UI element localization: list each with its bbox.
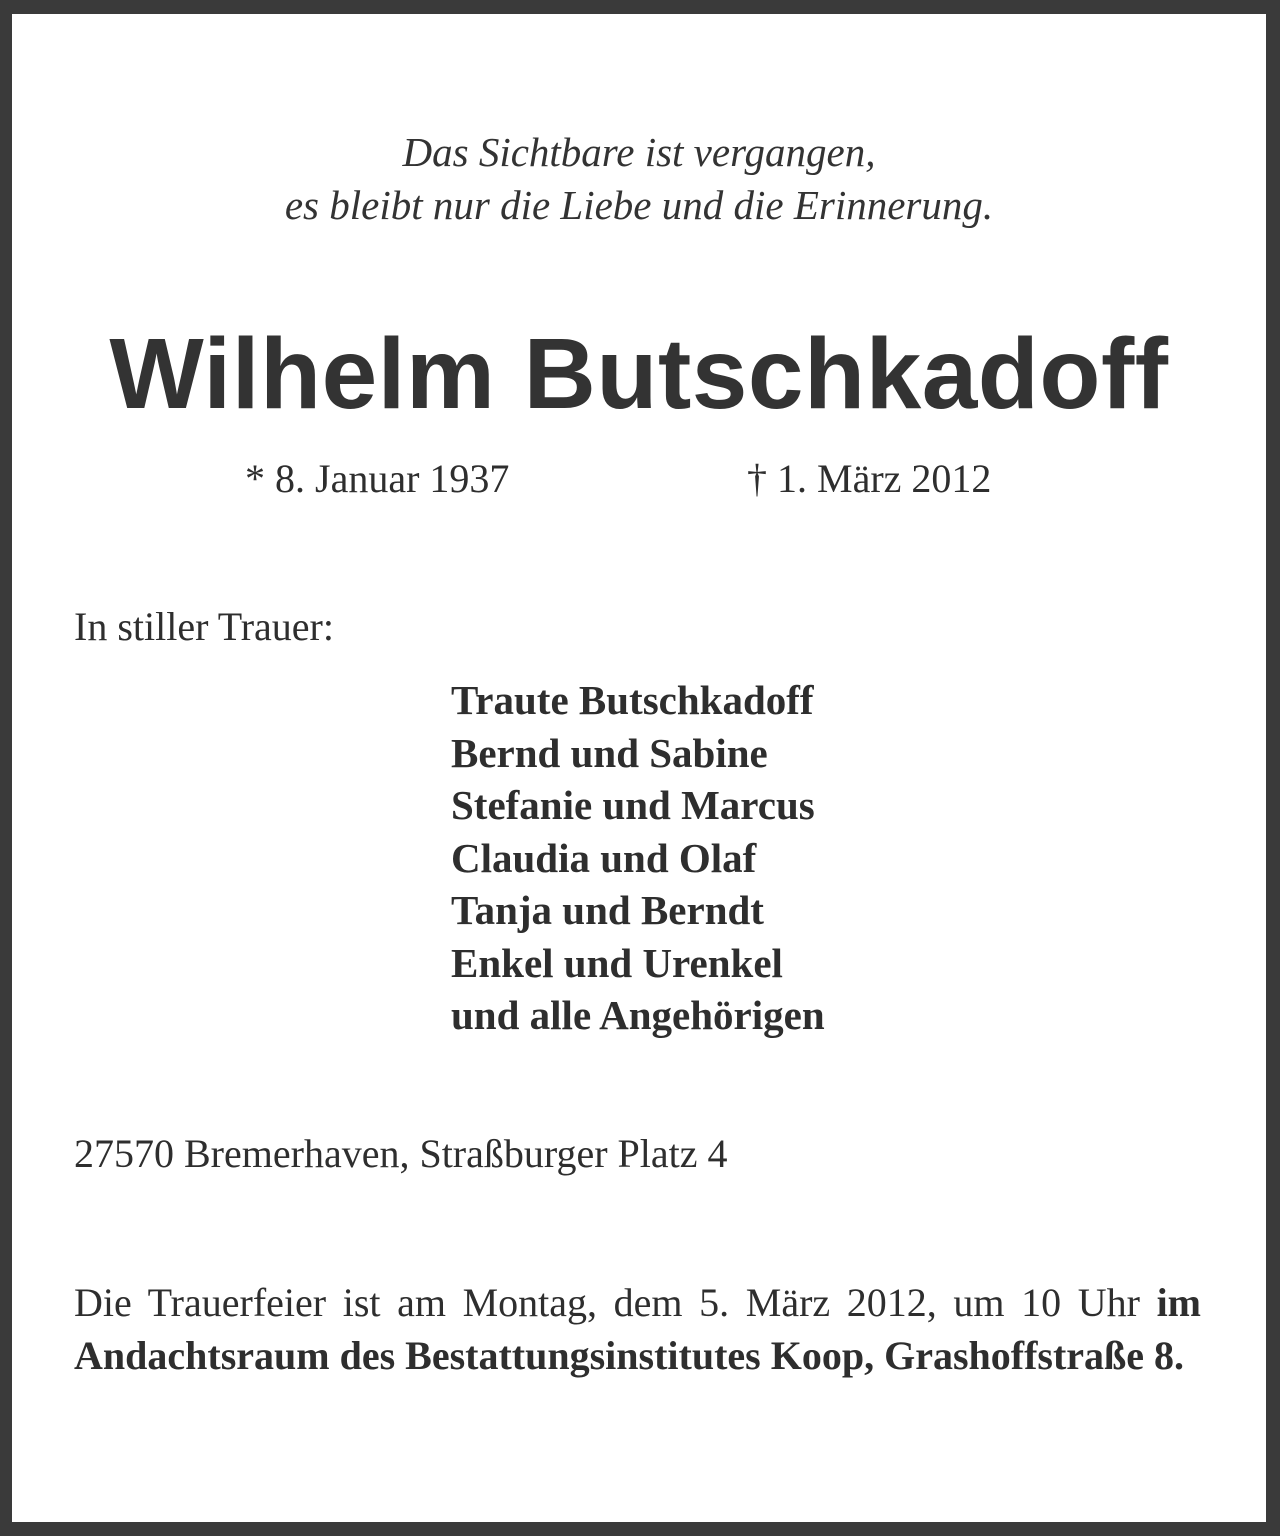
obituary-notice xyxy=(12,14,1266,1522)
birth-date: * 8. Januar 1937 xyxy=(245,456,510,501)
mourner-entry: Stefanie und Marcus xyxy=(451,782,815,828)
mourner-entry: Tanja und Berndt xyxy=(451,887,764,933)
family-address: 27570 Bremerhaven, Straßburger Platz 4 xyxy=(74,1131,728,1176)
mourner-entry: Claudia und Olaf xyxy=(451,834,757,881)
mourner-entry: und alle Angehörigen xyxy=(451,992,825,1038)
mourner-entry: Traute Butschkadoff xyxy=(451,677,814,723)
mourning-label: In stiller Trauer: xyxy=(74,604,334,649)
funeral-notice xyxy=(74,1276,1201,1382)
verse-line-2: es bleibt nur die Liebe und die Erinnerung. xyxy=(284,182,994,228)
memorial-verse xyxy=(12,126,1266,232)
deceased-name: Wilhelm Butschkadoff xyxy=(109,318,1169,430)
funeral-date-time: Die Trauerfeier ist am Montag, dem 5. März 2012, um 10 Uhr xyxy=(74,1280,1157,1325)
verse-line-1: Das Sichtbare ist vergangen, xyxy=(402,129,876,175)
mourner-entry: Enkel und Urenkel xyxy=(451,939,783,986)
mourners-list xyxy=(451,674,825,1042)
funeral-location: im Andachtsraum des Bestattungsinstitutes Koop, Grashoffstraße 8. xyxy=(74,1280,1201,1378)
mourner-entry: Bernd und Sabine xyxy=(451,729,768,776)
death-date: † 1. März 2012 xyxy=(747,456,992,501)
